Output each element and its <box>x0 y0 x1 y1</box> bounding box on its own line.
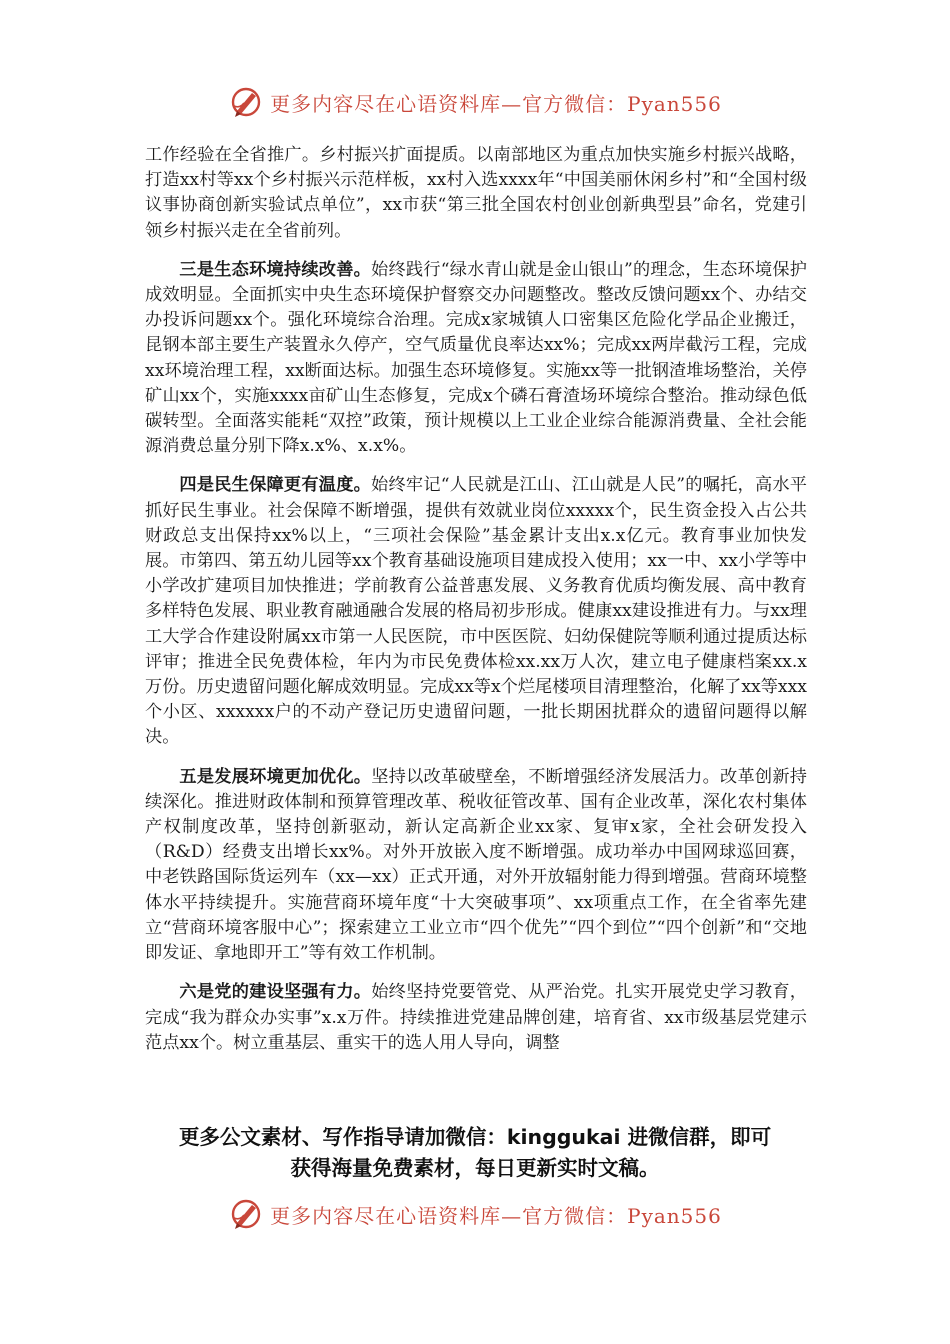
paragraph-livelihood <box>145 473 807 750</box>
footer-banner-text: 更多内容尽在心语资料库—官方微信：Pyan556 <box>270 1203 722 1228</box>
footer-banner <box>0 1194 950 1234</box>
paragraph-body: 始终践行“绿水青山就是金山银山”的理念，生态环境保护成效明显。全面抓实中央生态环境保护督察交办问题整改。整改反馈问题xx个、办结交办投诉问题xx个。强化环境综合治理。完成x家城镇人口密集区危险化学品企业搬迁，昆钢本部主要生产装置永久停产，空气质量优良率达xx%；完成xx两岸截污工程，完成xx环境治理工程，xx断面达标。加强生态环境修复。实施xx等一批钢渣堆场整治，关停矿山xx个，实施xxxx亩矿山生态修复，完成x个磷石膏渣场环境综合整治。推动绿色低碳转型。全面落实能耗“双控”政策，预计规模以上工业企业综合能源消费量、全社会能源消费总量分别下降x.x%、x.x%。 <box>145 259 807 457</box>
paragraph-party-building <box>145 980 807 1056</box>
paragraph-lead: 四是民生保障更有温度。 <box>179 475 372 496</box>
header-banner <box>0 82 950 122</box>
paragraph-continuation <box>145 143 807 244</box>
paragraph-body: 始终坚持党要管党、从严治党。扎实开展党史学习教育，完成“我为群众办实事”x.x万件。持续推进党建品牌创建，培育省、xx市级基层党建示范点xx个。树立重基层、重实干的选人用人导向，调整 <box>145 982 807 1053</box>
document-body <box>145 143 807 1070</box>
pen-logo-icon <box>228 84 264 120</box>
paragraph-ecology <box>145 258 807 460</box>
paragraph-body: 始终牢记“人民就是江山、江山就是人民”的嘱托，高水平抓好民生事业。社会保障不断增强，提供有效就业岗位xxxxx个，民生资金投入占公共财政总支出保持xx%以上，“三项社会保险”基金累计支出x.x亿元。教育事业加快发展。市第四、第五幼儿园等xx个教育基础设施项目建成投入使用；xx一中、xx小学等中小学改扩建项目加快推进；学前教育公益普惠发展、义务教育优质均衡发展、高中教育多样特色发展、职业教育融通融合发展的格局初步形成。健康xx建设推进有力。与xx理工大学合作建设附属xx市第一人民医院，市中医医院、妇幼保健院等顺利通过提质达标评审；推进全民免费体检，年内为市民免费体检xx.xx万人次，建立电子健康档案xx.x万份。历史遗留问题化解成效明显。完成xx等x个烂尾楼项目清理整治，化解了xx等xxx个小区、xxxxxx户的不动产登记历史遗留问题，一批长期困扰群众的遗留问题得以解决。 <box>145 475 807 748</box>
header-banner-text: 更多内容尽在心语资料库—官方微信：Pyan556 <box>270 91 722 116</box>
paragraph-body: 坚持以改革破壁垒，不断增强经济发展活力。改革创新持续深化。推进财政体制和预算管理改革、税收征管改革、国有企业改革，深化农村集体产权制度改革，坚持创新驱动，新认定高新企业xx家、复审x家，全社会研发投入（R&D）经费支出增长xx%。对外开放嵌入度不断增强。成功举办中国网球巡回赛，中老铁路国际货运列车（xx—xx）正式开通，对外开放辐射能力得到增强。营商环境整体水平持续提升。实施营商环境年度“十大突破事项”、xx项重点工作，在全省率先建立“营商环境客服中心”；探索建立工业立市“四个优先”“四个到位”“四个创新”和“交地即发证、拿地即开工”等有效工作机制。 <box>145 766 807 964</box>
paragraph-lead: 六是党的建设坚强有力。 <box>179 982 372 1003</box>
paragraph-body: 工作经验在全省推广。乡村振兴扩面提质。以南部地区为重点加快实施乡村振兴战略，打造xx村等xx个乡村振兴示范样板，xx村入选xxxx年“中国美丽休闲乡村”和“全国村级议事协商创新实验试点单位”，xx市获“第三批全国农村创业创新典型县”命名，党建引领乡村振兴走在全省前列。 <box>145 145 807 241</box>
promo-notice <box>120 1122 830 1184</box>
paragraph-lead: 三是生态环境持续改善。 <box>179 259 372 280</box>
pen-logo-icon <box>228 1196 264 1232</box>
promo-line-2: 获得海量免费素材，每日更新实时文稿。 <box>290 1156 660 1180</box>
promo-line-1: 更多公文素材、写作指导请加微信：kinggukai 进微信群，即可 <box>178 1125 772 1149</box>
paragraph-environment <box>145 765 807 967</box>
paragraph-lead: 五是发展环境更加优化。 <box>179 766 372 787</box>
